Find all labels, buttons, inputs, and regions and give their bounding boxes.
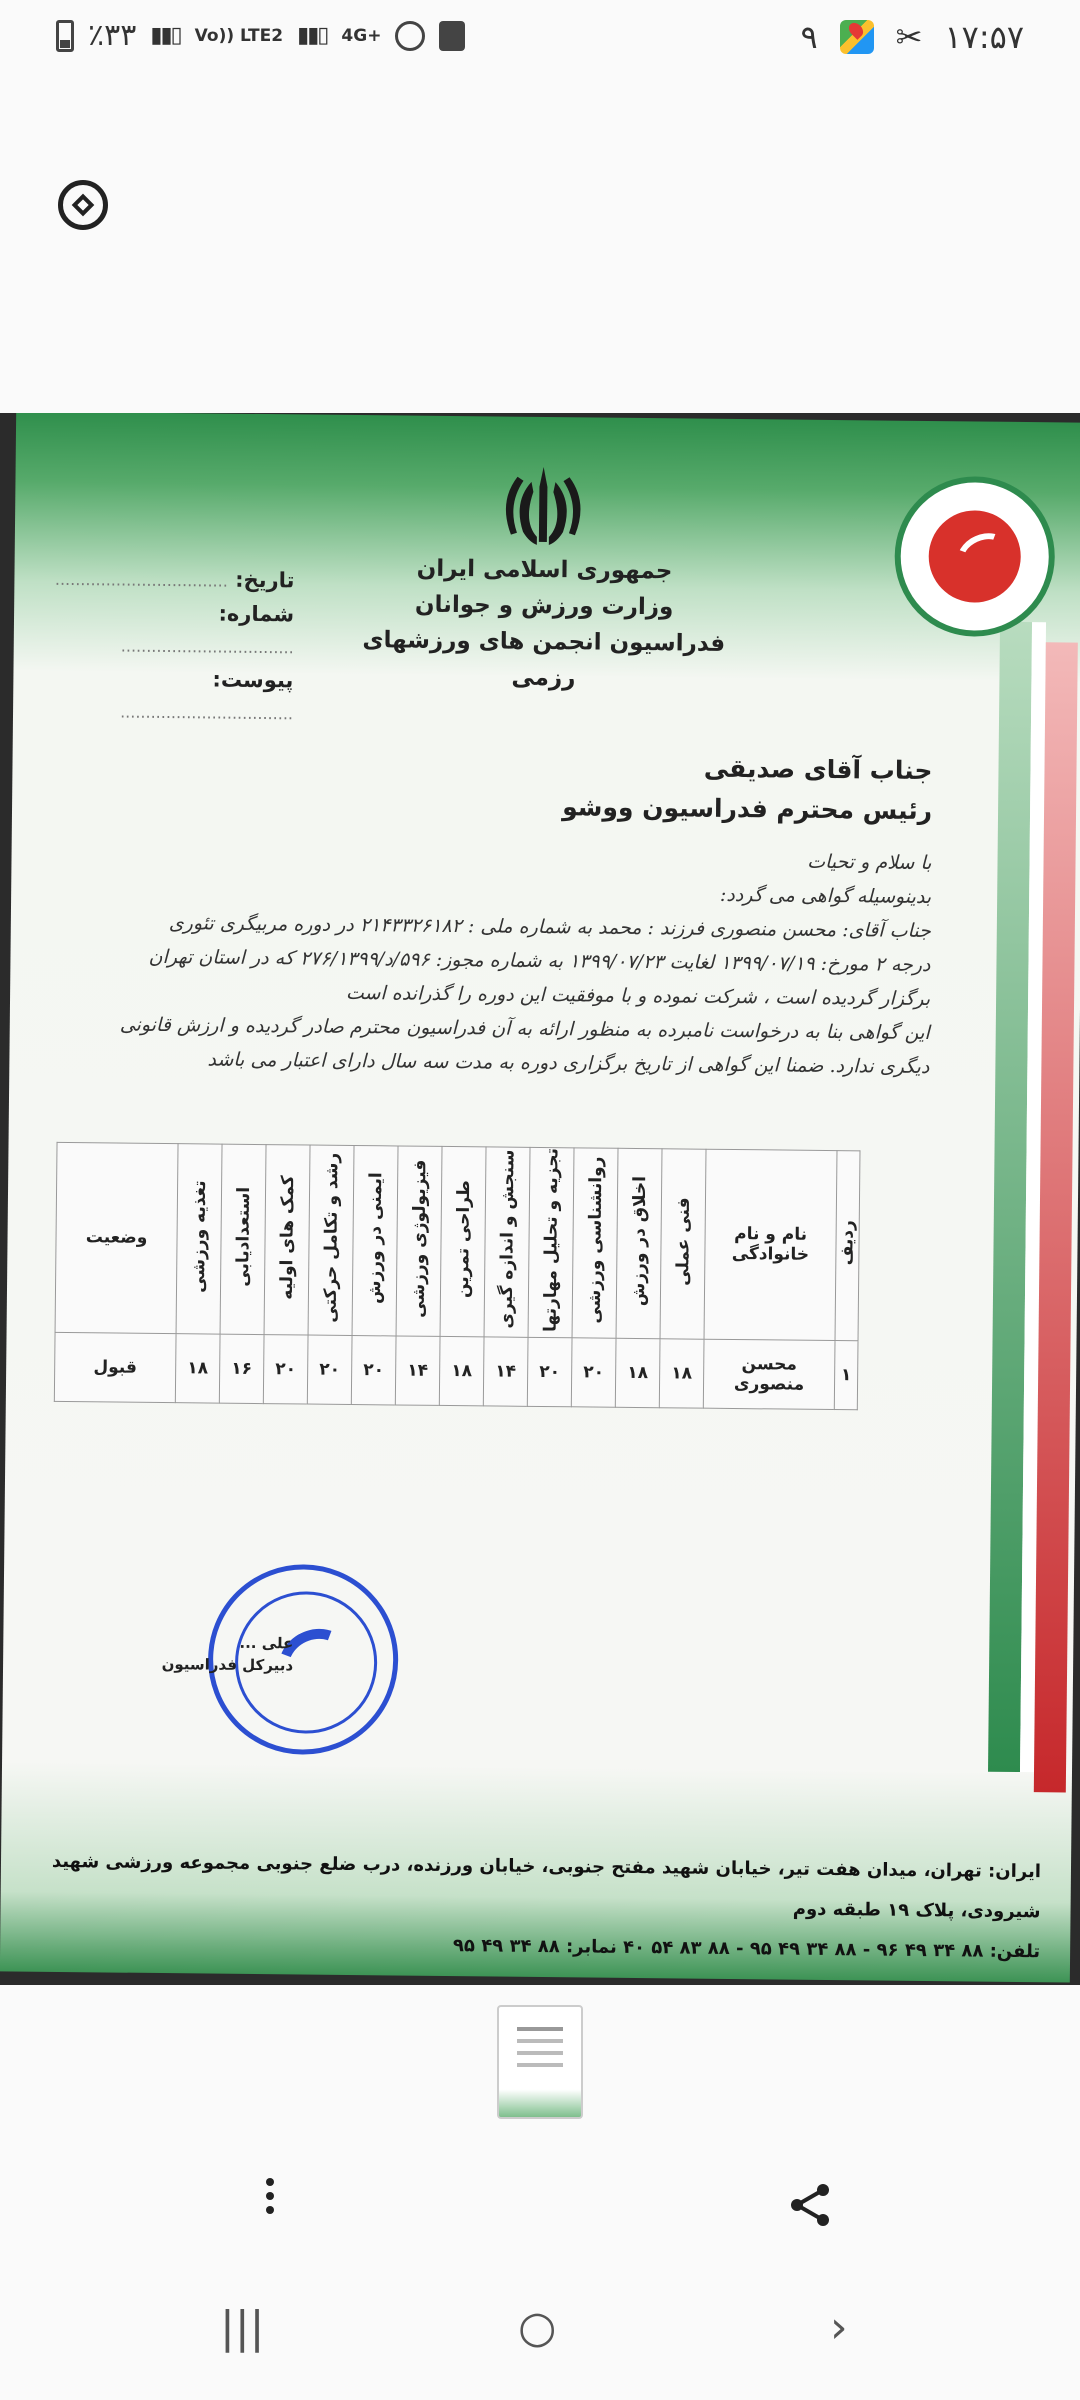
col-header: وضعیت <box>55 1142 178 1333</box>
table-cell: ۱۸ <box>439 1336 484 1405</box>
body-line: دیگری ندارد. ضمنا این گواهی از تاریخ برگزاری دوره به مدت سه سال دارای اعتبار می باشد <box>207 1048 930 1079</box>
battery-icon <box>56 20 74 52</box>
letter-footer <box>40 1842 1041 1972</box>
table-cell: ۲۰ <box>263 1334 308 1403</box>
col-header: تجزیه و تحلیل مهارتها <box>528 1147 574 1337</box>
table-cell: ۱۸ <box>615 1338 660 1407</box>
body-line: برگزار گردیده است ، شرکت نموده و با موفقیت این دوره را گذرانده است <box>345 981 931 1011</box>
greeting: با سلام و تحیات <box>807 850 932 875</box>
body-line: جناب آقای: محسن منصوری فرزند : محمد به شماره ملی : ۲۱۴۳۳۲۶۱۸۲ در دوره مربیگری تئوری <box>168 912 931 943</box>
federation-logo-icon <box>894 476 1056 638</box>
recycle-app-icon <box>439 21 465 51</box>
signer-title: دبیرکل فدراسیون <box>161 1655 294 1675</box>
share-icon[interactable] <box>785 2180 835 2230</box>
table-cell: ۱۴ <box>483 1337 528 1406</box>
table-cell: ۱۴ <box>395 1336 440 1405</box>
signal-icon: ▮▮▯ <box>150 22 181 48</box>
image-viewer[interactable] <box>0 413 1080 1985</box>
maps-icon <box>840 20 874 54</box>
iran-emblem-icon <box>493 456 594 557</box>
status-bar <box>0 0 1080 80</box>
table-cell: ۱۸ <box>659 1339 704 1408</box>
col-header: فیزیولوژی ورزشی <box>396 1146 442 1336</box>
table-cell: ۲۰ <box>527 1337 572 1406</box>
col-header: سنجش و اندازه گیری <box>484 1147 530 1337</box>
letter-meta: تاریخ: .................................. شماره: .................................. پیوست: .................................. <box>54 567 295 724</box>
table-cell: ۲۰ <box>571 1338 616 1407</box>
net-gen-label: 4G+ <box>341 25 382 46</box>
table-cell: ۱ <box>834 1340 858 1409</box>
more-options-icon[interactable] <box>255 2173 285 2233</box>
body-line: درجه ۲ مورخ: ۱۳۹۹/۰۷/۱۹ لغایت ۱۳۹۹/۰۷/۲۳ به شماره مجوز: ۵۹۶/د/۲۷۶/۱۳۹۹ که در استان تهران <box>148 945 931 977</box>
intro: بدینوسیله گواهی می گردد: <box>719 883 932 909</box>
table-cell: محسن منصوری <box>703 1339 835 1409</box>
table-cell: ۲۰ <box>307 1335 352 1404</box>
clock: ۱۷:۵۷ <box>944 18 1024 56</box>
letterhead-line-1: جمهوری اسلامی ایران <box>416 555 673 585</box>
nav-recents-button[interactable]: ||| <box>220 2302 265 2353</box>
col-header: رشد و تکامل حرکتی <box>308 1145 354 1335</box>
table-row <box>54 1332 858 1409</box>
col-header: ردیف <box>835 1151 860 1341</box>
letterhead <box>343 550 744 698</box>
recipient-title: رئیس محترم فدراسیون ووشو <box>562 792 933 826</box>
table-cell: ۱۸ <box>175 1333 220 1402</box>
col-header: نام و نام خانوادگی <box>704 1149 837 1340</box>
number-label: شماره: <box>218 601 295 627</box>
battery-percent: ٪۳۳ <box>88 18 137 53</box>
signal-icon-2: ▮▮▯ <box>297 22 328 48</box>
certificate-document <box>0 413 1080 1983</box>
body-line: این گواهی بنا به درخواست نامبرده به منظور ارائه به آن فدراسیون محترم صادر گردیده و ارزش قانونی <box>119 1013 930 1045</box>
signer-name: علی ... <box>239 1633 294 1653</box>
attachment-label: پیوست: <box>212 667 294 693</box>
recipient-name: جناب آقای صدیقی <box>703 753 933 786</box>
table-cell: ۱۶ <box>219 1334 264 1403</box>
table-header-row <box>55 1142 860 1340</box>
date-label: تاریخ: <box>235 567 295 593</box>
col-header: طراحی تمرین <box>440 1146 486 1336</box>
letterhead-line-3: فدراسیون انجمن های ورزشهای رزمی <box>362 627 726 692</box>
footer-phones: تلفن: ۸۸ ۳۴ ۴۹ ۹۶ - ۸۸ ۳۴ ۴۹ ۹۵ - ۸۸ ۸۳ ۵۴ ۴۰ نمابر: ۸۸ ۳۴ ۴۹ ۹۵ <box>452 1935 1041 1963</box>
notification-count: ۹ <box>800 18 818 56</box>
letterhead-line-2: وزارت ورزش و جوانان <box>414 591 674 621</box>
table-cell: ۲۰ <box>351 1335 396 1404</box>
missed-call-icon: ✂ <box>895 18 923 56</box>
image-thumbnail[interactable] <box>497 2005 583 2119</box>
network-label: Vo)) LTE2 <box>194 25 284 46</box>
rotate-icon[interactable] <box>58 180 108 230</box>
alarm-icon <box>395 21 425 51</box>
col-header: تغذیه ورزشی <box>176 1144 222 1334</box>
col-header: ایمنی در ورزش <box>352 1146 398 1336</box>
signature-block <box>153 1631 293 1676</box>
col-header: اخلاق در ورزش <box>616 1148 662 1338</box>
col-header: فنی عملی <box>660 1149 706 1339</box>
table-cell: قبول <box>54 1332 176 1402</box>
footer-address: ایران: تهران، میدان هفت تیر، خیابان شهید مفتح جنوبی، خیابان ورزنده، درب ضلع جنوبی مجموعه ورزشی شهید شیرودی، پلاک ۱۹ طبقه دوم <box>51 1850 1042 1923</box>
nav-home-button[interactable]: ○ <box>518 2302 557 2353</box>
grades-table <box>54 1142 861 1410</box>
col-header: استعدادیابی <box>220 1144 266 1334</box>
col-header: روانشناسی ورزشی <box>572 1148 618 1338</box>
letter-body <box>119 839 932 1084</box>
col-header: کمک های اولیه <box>264 1145 310 1335</box>
nav-back-button[interactable]: › <box>830 2302 848 2353</box>
